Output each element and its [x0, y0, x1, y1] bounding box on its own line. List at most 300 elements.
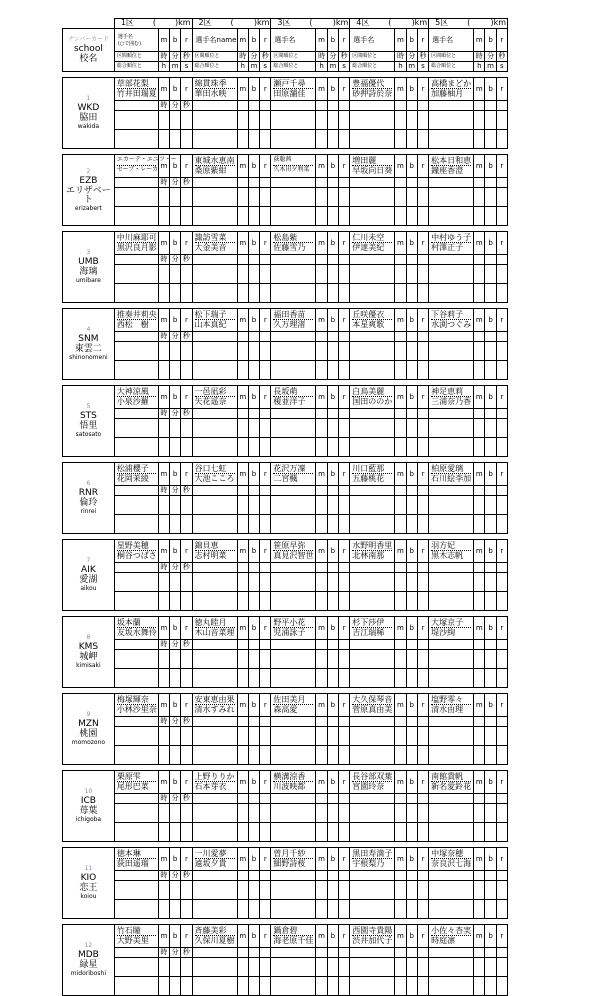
total-box	[114, 592, 158, 611]
team-number: 4	[86, 326, 91, 333]
runner-primary: 川口藍那	[352, 464, 385, 473]
mbr-b-header: b	[406, 29, 417, 52]
rank-box	[114, 948, 158, 958]
mbr-r: r	[496, 540, 507, 563]
rank-leg-label: 区間順位と	[271, 52, 316, 62]
total-box	[237, 438, 248, 457]
team-cell	[63, 694, 115, 765]
rank-box	[192, 486, 237, 496]
time-box	[260, 332, 271, 342]
total-box	[170, 746, 181, 765]
time-box	[496, 640, 507, 650]
time-box	[406, 948, 417, 958]
total-box	[181, 361, 192, 380]
total-box	[327, 438, 338, 457]
total-box	[406, 284, 417, 303]
rank-total-label: 総合順位と	[192, 62, 237, 72]
total-box	[170, 207, 181, 226]
runner-primary: 安東恵由果	[194, 695, 235, 704]
time-unit: 時	[158, 640, 169, 650]
team-row	[63, 771, 508, 794]
total-box	[350, 438, 395, 457]
time-box	[395, 255, 406, 265]
runner-cell	[192, 463, 237, 486]
runner-secondary: 清水すみれ	[194, 705, 235, 714]
total-box	[237, 592, 248, 611]
total-box	[485, 900, 496, 919]
result-box	[192, 496, 237, 515]
mbr-b: b	[248, 848, 259, 871]
result-row	[63, 804, 508, 823]
time-unit: 時	[158, 871, 169, 881]
result-box	[248, 419, 259, 438]
result-box	[237, 804, 248, 823]
team-row	[63, 309, 508, 332]
runner-name-label: 選手名name	[195, 35, 237, 44]
runner-cell	[114, 309, 158, 332]
time-unit: 分	[170, 332, 181, 342]
result-box	[260, 881, 271, 900]
mbr-m: m	[316, 694, 327, 717]
runner-cell	[114, 463, 158, 486]
runner-secondary: セーブ・レーカ	[116, 166, 159, 173]
team-code: STS	[79, 411, 97, 421]
result-box	[248, 958, 259, 977]
time-box	[406, 563, 417, 573]
leg-label: 1区	[120, 18, 134, 27]
time-unit: 時	[158, 255, 169, 265]
runner-secondary: 田原舗佳	[273, 89, 306, 98]
total-box	[485, 284, 496, 303]
result-box	[248, 881, 259, 900]
team-kana: ichigoba	[75, 816, 102, 823]
result-box	[474, 727, 485, 746]
runner-secondary: 砂押詩於奈	[352, 89, 393, 98]
result-box	[181, 573, 192, 592]
total-box	[395, 130, 406, 149]
result-box	[114, 958, 158, 977]
result-box	[395, 650, 406, 669]
total-box	[496, 361, 507, 380]
total-box	[114, 746, 158, 765]
mbr-m: m	[474, 771, 485, 794]
leg-km: )km	[332, 18, 349, 27]
rank-total-label: 総合順位と	[271, 62, 316, 72]
time-box	[417, 717, 428, 727]
runner-secondary: 川波映都	[273, 782, 306, 791]
total-box	[192, 592, 237, 611]
total-box	[485, 130, 496, 149]
runner-cell	[271, 540, 316, 563]
total-box	[429, 130, 474, 149]
mbr-b: b	[170, 155, 181, 178]
mbr-m: m	[474, 386, 485, 409]
total-box	[237, 669, 248, 688]
result-box	[496, 727, 507, 746]
result-box	[114, 342, 158, 361]
total-box	[350, 746, 395, 765]
result-box	[485, 958, 496, 977]
runner-cell	[350, 155, 395, 178]
rank-box	[429, 563, 474, 573]
total-box	[271, 669, 316, 688]
mbr-m: m	[474, 463, 485, 486]
total-box	[170, 515, 181, 534]
team-number: 5	[86, 403, 91, 410]
time-unit: 秒	[181, 948, 192, 958]
mbr-m: m	[395, 463, 406, 486]
school-jp: 校名	[79, 53, 98, 64]
runner-secondary: 国田ののか	[352, 397, 393, 406]
result-box	[316, 958, 327, 977]
total-box	[316, 284, 327, 303]
time-box	[248, 563, 259, 573]
time-box	[316, 948, 327, 958]
runner-secondary: 二宮楓	[273, 474, 298, 483]
total-box	[114, 669, 158, 688]
rank-box	[350, 717, 395, 727]
result-box	[248, 265, 259, 284]
total-box	[474, 515, 485, 534]
time-box	[485, 717, 496, 727]
result-box	[429, 650, 474, 669]
time-box	[248, 332, 259, 342]
time-unit: 秒	[338, 52, 349, 62]
time-unit: 分	[406, 52, 417, 62]
team-code: KIO	[80, 873, 97, 883]
time-box	[395, 717, 406, 727]
total-box	[114, 515, 158, 534]
runner-secondary: 久木田夕利菜	[273, 166, 310, 173]
mbr-b: b	[406, 309, 417, 332]
result-box	[417, 188, 428, 207]
mbr-m: m	[316, 848, 327, 871]
mbr-r-header: r	[181, 29, 192, 52]
runner-cell	[192, 694, 237, 717]
total-box	[417, 130, 428, 149]
team-name: エリザベート	[65, 185, 111, 205]
runner-cell	[350, 386, 395, 409]
total-box	[350, 977, 395, 996]
total-box	[350, 284, 395, 303]
runner-cell	[350, 309, 395, 332]
result-box	[237, 727, 248, 746]
result-box	[406, 804, 417, 823]
mbr-r: r	[496, 463, 507, 486]
rank-box	[192, 563, 237, 573]
runner-cell	[429, 694, 474, 717]
rank-box	[271, 486, 316, 496]
time-box	[496, 332, 507, 342]
rank-box	[114, 101, 158, 111]
time-box	[327, 794, 338, 804]
time-box	[395, 178, 406, 188]
mbr-b: b	[248, 925, 259, 948]
runner-secondary: 細野詩桜	[273, 859, 306, 868]
time-row	[63, 871, 508, 881]
team-kana: kimisaki	[76, 662, 101, 669]
rank-box	[429, 948, 474, 958]
runner-primary: 野平小花	[273, 618, 306, 627]
rank-box	[271, 640, 316, 650]
rank-total-label: 総合順位と	[429, 62, 474, 72]
rank-box	[429, 332, 474, 342]
team-name: 城岬	[79, 652, 98, 662]
time-unit-en: s	[496, 62, 507, 72]
rank-box	[271, 794, 316, 804]
rank-box	[350, 640, 395, 650]
total-box	[248, 284, 259, 303]
mbr-b: b	[248, 694, 259, 717]
runner-secondary: 本星爽歌	[352, 320, 385, 329]
mbr-m: m	[474, 309, 485, 332]
total-box	[248, 130, 259, 149]
runner-secondary: 西松 樹	[116, 320, 149, 329]
team-code: RNR	[78, 488, 99, 498]
total-box	[248, 207, 259, 226]
runner-primary: 下谷莉子	[431, 310, 464, 319]
total-box	[237, 515, 248, 534]
runner-secondary: 華田水映	[194, 89, 227, 98]
mbr-m: m	[158, 78, 169, 101]
time-box	[417, 332, 428, 342]
runner-cell	[114, 540, 158, 563]
time-box	[338, 178, 349, 188]
time-box	[485, 640, 496, 650]
mbr-m: m	[474, 925, 485, 948]
runner-primary: 推奏井莉央	[116, 310, 157, 319]
time-box	[327, 255, 338, 265]
team-name: 恋王	[79, 883, 98, 893]
total-box	[114, 207, 158, 226]
mbr-r: r	[338, 771, 349, 794]
runner-secondary: 木山音菜理	[194, 628, 235, 637]
total-box	[114, 823, 158, 842]
mbr-r: r	[260, 155, 271, 178]
time-unit: 分	[327, 52, 338, 62]
result-box	[114, 804, 158, 823]
runner-secondary: 北林南那	[352, 551, 385, 560]
leg-km: )km	[253, 18, 270, 27]
total-box	[271, 977, 316, 996]
total-row	[63, 284, 508, 303]
runner-cell	[271, 617, 316, 640]
runner-secondary: 三浦奈乃香	[431, 397, 472, 406]
time-box	[237, 101, 248, 111]
total-box	[316, 207, 327, 226]
runner-secondary: 真見沢智世	[273, 551, 314, 560]
total-box	[260, 977, 271, 996]
runner-cell	[192, 925, 237, 948]
total-box	[170, 284, 181, 303]
total-box	[316, 438, 327, 457]
total-box	[327, 361, 338, 380]
mbr-b: b	[406, 617, 417, 640]
total-box	[271, 130, 316, 149]
team-code: KMS	[78, 642, 99, 652]
result-box	[406, 342, 417, 361]
mbr-b: b	[248, 771, 259, 794]
time-box	[474, 332, 485, 342]
time-unit: 分	[485, 52, 496, 62]
rank-box	[192, 409, 237, 419]
rank-box	[271, 178, 316, 188]
time-box	[260, 486, 271, 496]
mbr-m: m	[237, 848, 248, 871]
time-box	[316, 640, 327, 650]
runner-cell	[350, 617, 395, 640]
result-box	[158, 342, 169, 361]
time-box	[237, 563, 248, 573]
rank-box	[271, 717, 316, 727]
total-box	[181, 438, 192, 457]
mbr-m: m	[158, 617, 169, 640]
team-row	[63, 848, 508, 871]
runner-primary: エカーテ・エニフ・ー	[116, 156, 177, 163]
mbr-m: m	[474, 155, 485, 178]
mbr-b: b	[170, 925, 181, 948]
result-box	[192, 804, 237, 823]
runner-cell	[429, 617, 474, 640]
time-unit-en: m	[327, 62, 338, 72]
time-unit: 分	[170, 563, 181, 573]
mbr-m: m	[474, 694, 485, 717]
result-box	[114, 111, 158, 130]
time-unit-en: h	[474, 62, 485, 72]
time-box	[496, 794, 507, 804]
total-box	[170, 669, 181, 688]
time-box	[496, 486, 507, 496]
results-sheet	[62, 18, 508, 996]
total-box	[271, 438, 316, 457]
total-box	[485, 977, 496, 996]
total-box	[406, 977, 417, 996]
team-kana: momozono	[71, 739, 106, 746]
mbr-b: b	[170, 386, 181, 409]
runner-cell	[114, 78, 158, 101]
result-box	[485, 188, 496, 207]
time-box	[316, 794, 327, 804]
total-row	[63, 823, 508, 842]
result-box	[395, 958, 406, 977]
result-box	[338, 958, 349, 977]
total-box	[417, 284, 428, 303]
time-box	[406, 717, 417, 727]
result-box	[474, 111, 485, 130]
result-box	[338, 881, 349, 900]
mbr-b: b	[327, 309, 338, 332]
result-box	[406, 265, 417, 284]
result-box	[170, 727, 181, 746]
time-unit-en: m	[170, 62, 181, 72]
mbr-m: m	[395, 925, 406, 948]
result-box	[260, 727, 271, 746]
result-box	[327, 958, 338, 977]
total-box	[271, 746, 316, 765]
mbr-r: r	[181, 694, 192, 717]
runner-secondary: 遠坂夕貴	[194, 859, 227, 868]
result-box	[158, 265, 169, 284]
result-box	[181, 265, 192, 284]
time-unit-en: m	[485, 62, 496, 72]
mbr-m: m	[237, 232, 248, 255]
mbr-m-header: m	[395, 29, 406, 52]
total-box	[350, 669, 395, 688]
result-box	[327, 496, 338, 515]
time-box	[474, 101, 485, 111]
result-box	[248, 111, 259, 130]
mbr-b: b	[170, 78, 181, 101]
rank-box	[350, 948, 395, 958]
team-kana: koiou	[80, 893, 97, 900]
runner-cell	[114, 925, 158, 948]
result-box	[474, 342, 485, 361]
runner-primary: 松下瑞子	[194, 310, 227, 319]
result-box	[350, 958, 395, 977]
result-box	[192, 958, 237, 977]
total-box	[485, 746, 496, 765]
result-box	[158, 188, 169, 207]
mbr-r: r	[181, 925, 192, 948]
runner-primary: 星野美穂	[116, 541, 149, 550]
time-box	[260, 871, 271, 881]
mbr-r: r	[260, 694, 271, 717]
time-box	[417, 101, 428, 111]
result-box	[496, 496, 507, 515]
total-box	[316, 669, 327, 688]
result-box	[271, 496, 316, 515]
total-box	[338, 207, 349, 226]
runner-secondary: 石本芽衣	[194, 782, 227, 791]
total-box	[429, 438, 474, 457]
mbr-b: b	[406, 386, 417, 409]
total-box	[271, 592, 316, 611]
time-row	[63, 640, 508, 650]
runner-secondary: 大野美里	[116, 936, 149, 945]
mbr-b: b	[406, 540, 417, 563]
result-box	[429, 188, 474, 207]
total-row	[63, 746, 508, 765]
mbr-b: b	[248, 155, 259, 178]
result-row	[63, 496, 508, 515]
runner-name-header	[192, 29, 237, 52]
mbr-b: b	[485, 925, 496, 948]
time-box	[395, 409, 406, 419]
total-box	[338, 746, 349, 765]
time-unit: 時	[158, 52, 169, 62]
school-header	[63, 29, 115, 72]
result-box	[271, 111, 316, 130]
result-box	[248, 727, 259, 746]
time-unit-en: h	[237, 62, 248, 72]
mbr-m: m	[237, 540, 248, 563]
result-box	[485, 650, 496, 669]
total-box	[417, 823, 428, 842]
leg-open: (	[152, 18, 156, 27]
result-box	[429, 496, 474, 515]
mbr-b: b	[406, 848, 417, 871]
time-box	[496, 101, 507, 111]
leg-label: 4区	[356, 18, 370, 27]
total-box	[271, 900, 316, 919]
rank-box	[114, 563, 158, 573]
time-unit-en: s	[417, 62, 428, 72]
total-box	[260, 823, 271, 842]
total-box	[395, 823, 406, 842]
time-box	[248, 794, 259, 804]
runner-primary: 水野明香里	[352, 541, 393, 550]
total-box	[406, 592, 417, 611]
